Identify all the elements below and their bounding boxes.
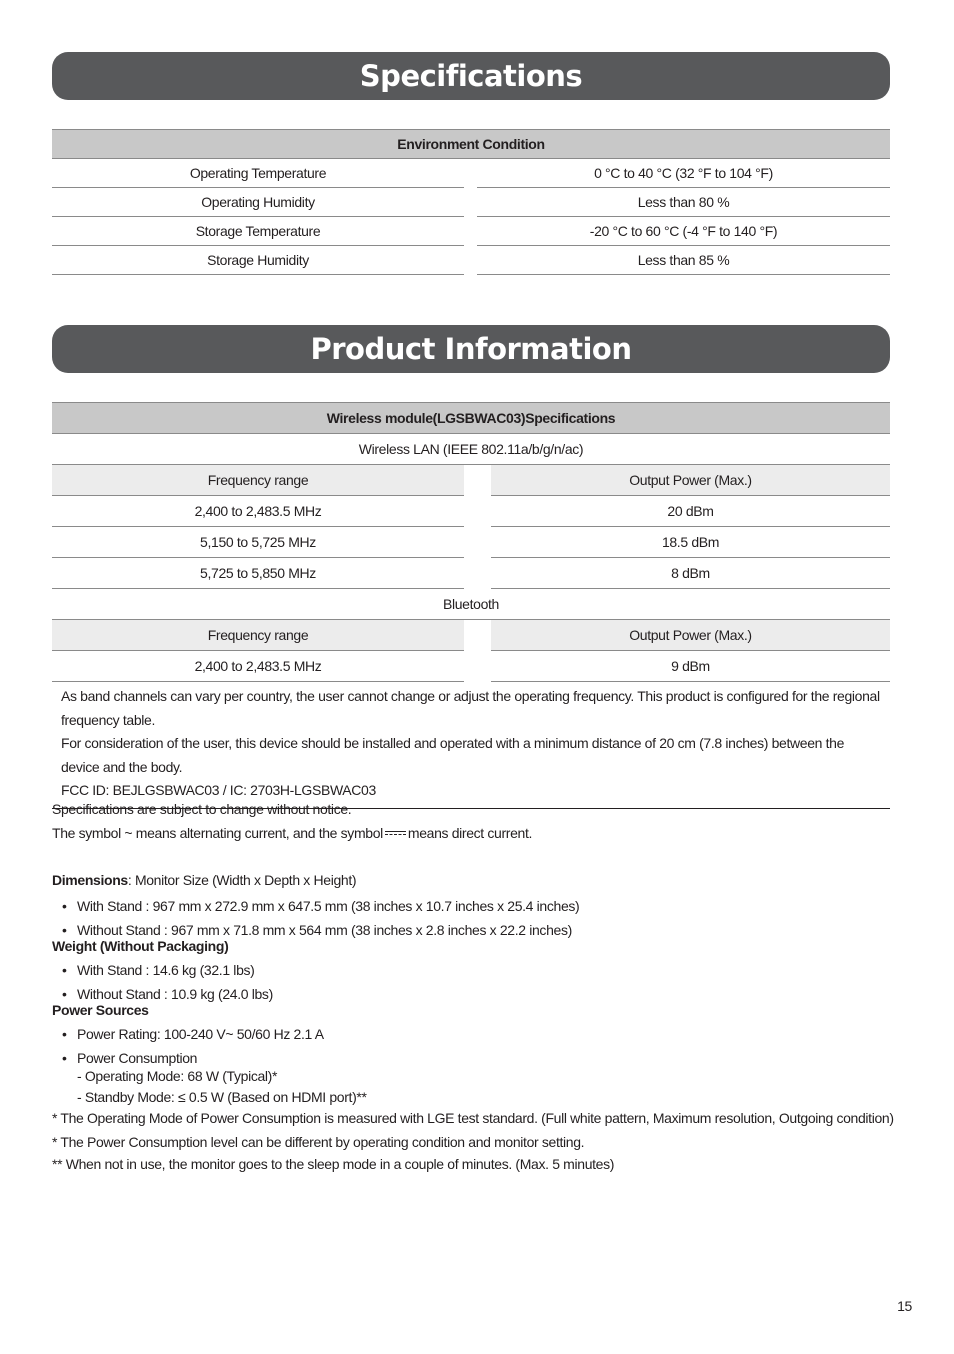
footnote: ** When not in use, the monitor goes to the sleep mode in a couple of minutes. (Max. 5 minutes) xyxy=(52,1156,615,1172)
env-label: Operating Humidity xyxy=(52,188,464,217)
table-row xyxy=(52,558,890,589)
weight-list xyxy=(52,959,912,1006)
dimensions-line xyxy=(52,868,912,892)
product-specs xyxy=(52,868,912,1175)
env-value: Less than 85 % xyxy=(477,246,890,275)
power-label: Power Sources xyxy=(52,1002,149,1018)
dimensions-list xyxy=(52,895,912,942)
product-information-heading: Product Information xyxy=(52,325,890,373)
env-label: Storage Temperature xyxy=(52,217,464,246)
table-row xyxy=(52,651,890,682)
power-mode: - Operating Mode: 68 W (Typical)* xyxy=(77,1068,278,1084)
list-item: • Without Stand : 967 mm x 71.8 mm x 564 mm (38 inches x 2.8 inches x 22.2 inches) xyxy=(52,919,912,943)
wireless-table xyxy=(52,402,890,809)
footnote: * The Power Consumption level can be different by operating condition and monitor setting. xyxy=(52,1134,585,1150)
freq-cell: 5,725 to 5,850 MHz xyxy=(52,558,464,589)
bluetooth-title: Bluetooth xyxy=(52,589,890,620)
env-value: -20 °C to 60 °C (-4 °F to 140 °F) xyxy=(477,217,890,246)
note-line: FCC ID: BEJLGSBWAC03 / IC: 2703H-LGSBWAC03 xyxy=(61,782,376,798)
footnote: * The Operating Mode of Power Consumption is measured with LGE test standard. (Full white pattern, Maximum resolution, Outgoing condition) xyxy=(52,1110,894,1126)
power-column-header: Output Power (Max.) xyxy=(491,465,890,496)
env-value: 0 °C to 40 °C (32 °F to 104 °F) xyxy=(477,159,890,188)
power-cell: 18.5 dBm xyxy=(491,527,890,558)
wlan-title: Wireless LAN (IEEE 802.11a/b/g/n/ac) xyxy=(52,434,890,465)
weight-label: Weight (Without Packaging) xyxy=(52,938,229,954)
list-item: • With Stand : 14.6 kg (32.1 lbs) xyxy=(52,959,912,983)
environment-table-header: Environment Condition xyxy=(52,129,890,159)
environment-table xyxy=(52,129,890,275)
freq-cell: 2,400 to 2,483.5 MHz xyxy=(52,651,464,682)
symbol-text-after: means direct current. xyxy=(407,825,533,841)
list-item: • Power Consumption xyxy=(52,1047,912,1071)
wireless-notes xyxy=(52,682,890,809)
power-cell: 8 dBm xyxy=(491,558,890,589)
list-item: • Without Stand : 10.9 kg (24.0 lbs) xyxy=(52,983,912,1007)
env-label: Operating Temperature xyxy=(52,159,464,188)
table-row xyxy=(52,620,890,651)
table-row xyxy=(52,496,890,527)
freq-column-header: Frequency range xyxy=(52,620,464,651)
note-line: For consideration of the user, this device should be installed and operated with a minimum distance of 20 cm (7.8 inches) between the device and the body. xyxy=(61,735,845,775)
env-label: Storage Humidity xyxy=(52,246,464,275)
notice-text: Specifications are subject to change without notice. xyxy=(52,801,352,817)
freq-column-header: Frequency range xyxy=(52,465,464,496)
dimensions-label: Dimensions xyxy=(52,872,128,888)
power-column-header: Output Power (Max.) xyxy=(491,620,890,651)
power-cell: 9 dBm xyxy=(491,651,890,682)
freq-cell: 2,400 to 2,483.5 MHz xyxy=(52,496,464,527)
power-cell: 20 dBm xyxy=(491,496,890,527)
general-notes xyxy=(52,797,912,845)
table-row xyxy=(52,246,890,275)
power-list xyxy=(52,1023,912,1070)
wireless-table-header: Wireless module(LGSBWAC03)Specifications xyxy=(52,402,890,434)
table-row xyxy=(52,188,890,217)
note-line: As band channels can vary per country, the user cannot change or adjust the operating frequency. This product is configured for the regional frequency table. xyxy=(61,688,880,728)
list-item: • Power Rating: 100-240 V~ 50/60 Hz 2.1 A xyxy=(52,1023,912,1047)
dimensions-desc: : Monitor Size (Width x Depth x Height) xyxy=(127,872,357,888)
page-number: 15 xyxy=(897,1298,912,1314)
symbol-text xyxy=(52,821,912,845)
table-row xyxy=(52,527,890,558)
specifications-heading: Specifications xyxy=(52,52,890,100)
list-item: • With Stand : 967 mm x 272.9 mm x 647.5 mm (38 inches x 10.7 inches x 25.4 inches) xyxy=(52,895,912,919)
env-value: Less than 80 % xyxy=(477,188,890,217)
table-row xyxy=(52,217,890,246)
symbol-text-before: The symbol ~ means alternating current, and the symbol xyxy=(52,825,383,841)
freq-cell: 5,150 to 5,725 MHz xyxy=(52,527,464,558)
dc-symbol-icon xyxy=(385,830,406,838)
table-row xyxy=(52,159,890,188)
table-row xyxy=(52,465,890,496)
power-mode: - Standby Mode: ≤ 0.5 W (Based on HDMI port)** xyxy=(77,1089,367,1105)
